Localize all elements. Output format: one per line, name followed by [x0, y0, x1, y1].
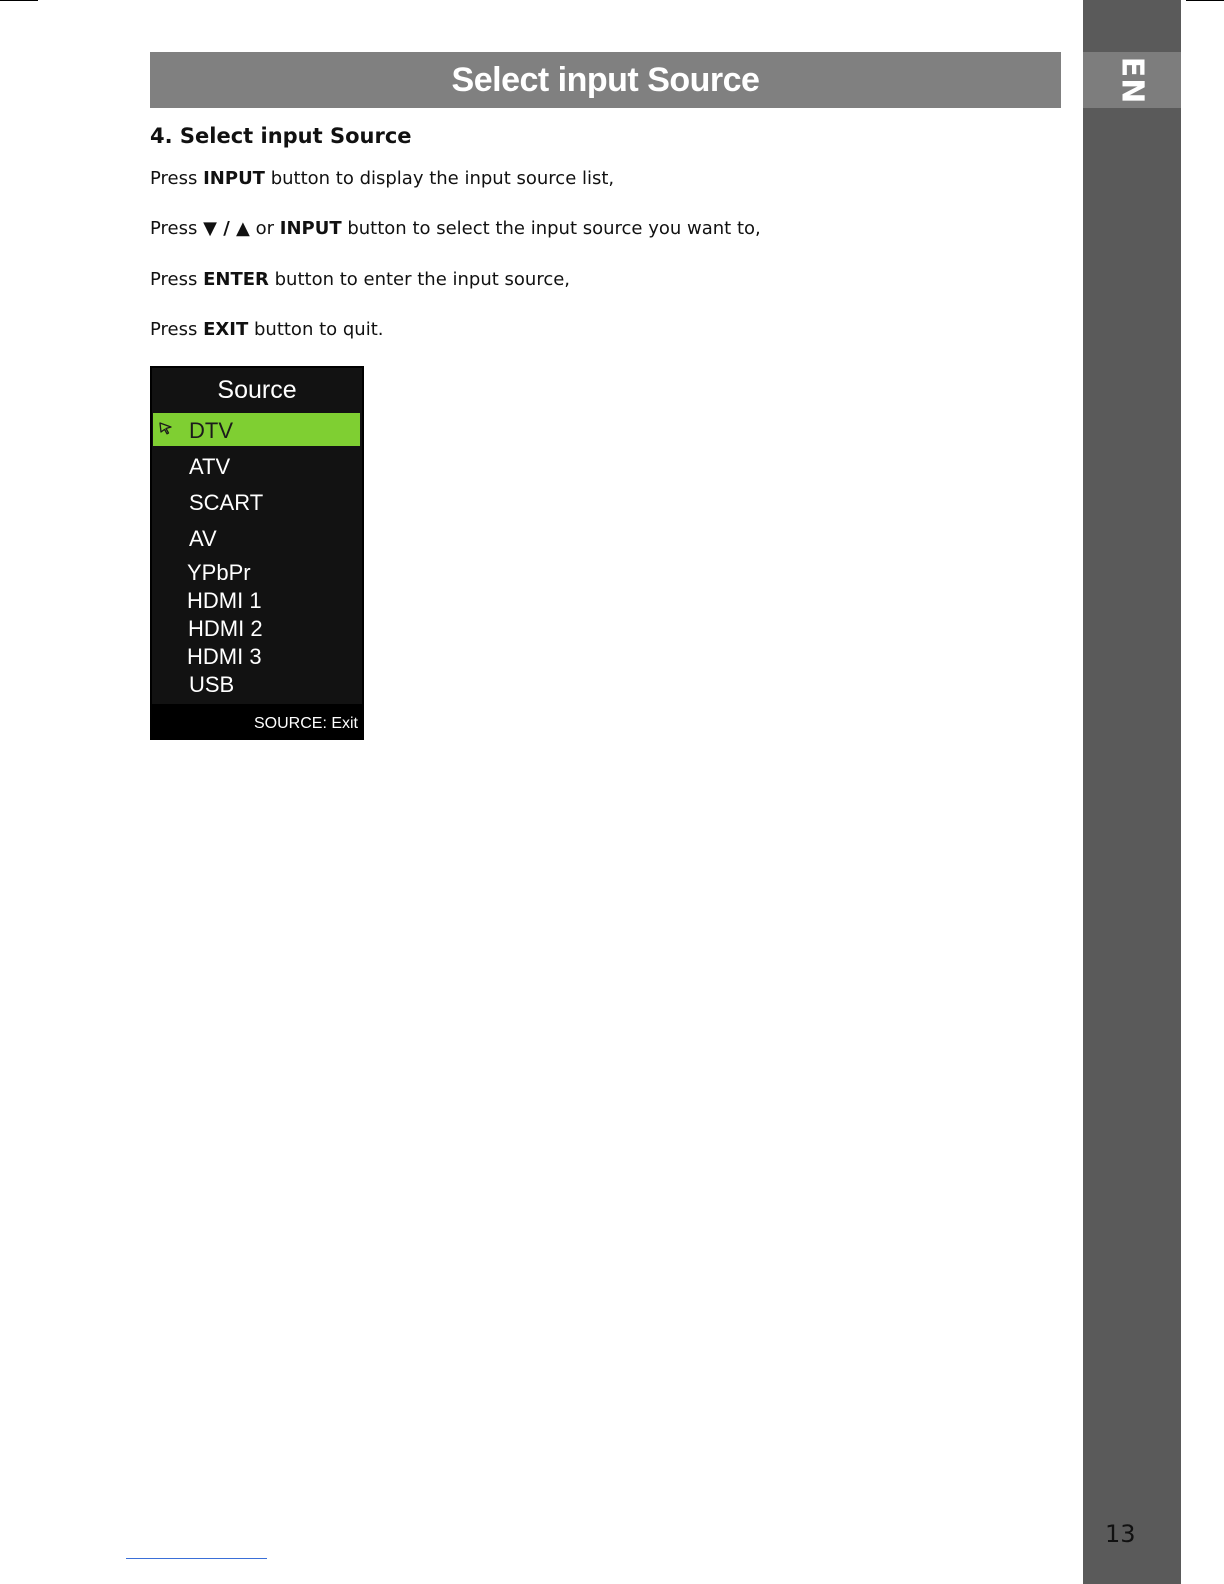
section-heading: 4. Select input Source [150, 124, 412, 148]
language-tab [1083, 52, 1181, 108]
key-name: ENTER [203, 269, 269, 290]
instruction-text: Press [150, 319, 204, 340]
source-menu-title: Source [217, 376, 297, 404]
key-name: INPUT [279, 218, 342, 239]
instruction-text: button to select the input source you want to, [341, 218, 761, 239]
side-bar-top [1083, 0, 1181, 52]
source-item-dtv[interactable]: DTV [189, 418, 233, 443]
source-item-atv[interactable]: ATV [189, 454, 231, 479]
selected-item-highlight [153, 413, 360, 446]
source-item-usb[interactable]: USB [189, 672, 235, 697]
source-menu-footer: SOURCE: Exit [253, 715, 358, 732]
source-item-scart[interactable]: SCART [189, 490, 264, 515]
instruction-text: button to quit. [248, 319, 384, 340]
key-name: INPUT [203, 168, 265, 189]
instruction-line-2 [150, 218, 761, 239]
instruction-text: button to display the input source list, [264, 168, 615, 189]
instruction-text: Press [150, 168, 204, 189]
source-item-ypbpr[interactable]: YPbPr [187, 560, 251, 585]
crop-mark-left [0, 0, 38, 1]
page-number: 13 [1105, 1520, 1136, 1548]
source-menu [150, 366, 364, 740]
instruction-text: or [249, 218, 280, 239]
language-tab-label: EN [1114, 56, 1150, 104]
source-item-hdmi-3[interactable]: HDMI 3 [187, 644, 262, 669]
instruction-line-4 [150, 319, 384, 340]
instruction-line-3 [150, 269, 570, 290]
source-item-hdmi-2[interactable]: HDMI 2 [188, 616, 263, 641]
key-name: EXIT [203, 319, 249, 340]
instruction-text: Press [150, 218, 204, 239]
side-bar [1083, 0, 1181, 1584]
source-item-hdmi-1[interactable]: HDMI 1 [187, 588, 262, 613]
crop-mark-right [1186, 0, 1224, 1]
page-title: Select input Source [451, 60, 760, 99]
instruction-line-1 [150, 168, 614, 189]
source-item-av[interactable]: AV [189, 526, 217, 551]
title-bar [150, 52, 1061, 108]
instruction-text: Press [150, 269, 204, 290]
footer-link-underline [126, 1558, 267, 1559]
instruction-text: button to enter the input source, [268, 269, 571, 290]
pointer-icon [159, 421, 173, 435]
arrow-keys: ▼ / ▲ [203, 218, 250, 239]
